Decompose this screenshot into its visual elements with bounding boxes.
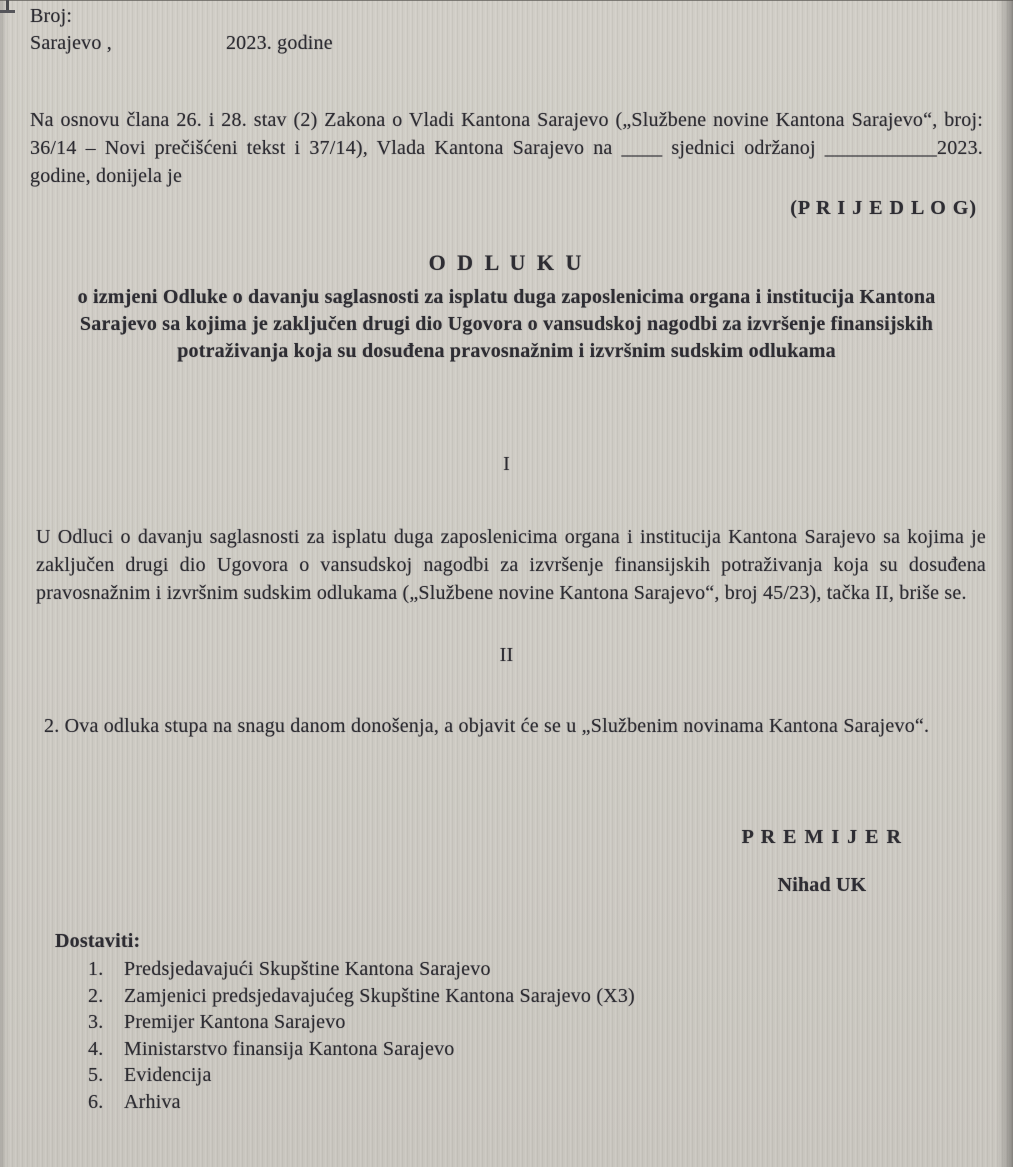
cursor-mark (0, 0, 16, 14)
date-text: 2023. godine (225, 32, 333, 54)
section-1-marker: I (503, 453, 510, 475)
decision-title: O D L U K U (428, 250, 585, 275)
bottom-rule-line (0, 0, 1013, 1)
page-right-edge-shadow (997, 0, 1013, 1167)
proposal-label: (P R I J E D L O G) (790, 197, 977, 219)
document-header (30, 3, 973, 57)
distribution-item: Zamjenici predsjedavajućeg Skupštine Kantona Sarajevo (X3) (124, 984, 635, 1007)
signature-name: Nihad UK (777, 874, 867, 896)
page-left-edge-shadow (0, 0, 7, 1167)
document-number-line (30, 3, 973, 30)
distribution-item: Evidencija (124, 1064, 212, 1086)
distribution-item: Arhiva (124, 1090, 181, 1113)
section-2-paragraph: 2. Ova odluka stupa na snagu danom donošenja, a objavit će se u „Službenim novinama Kantona Sarajevo“. (44, 715, 930, 737)
distribution-item: Premijer Kantona Sarajevo (124, 1011, 346, 1033)
preamble-paragraph: Na osnovu člana 26. i 28. stav (2) Zakona o Vladi Kantona Sarajevo („Službene novine Kantona Sarajevo“, broj: 36/14 – Novi prečišćeni tekst i 37/14), Vlada Kantona Sarajevo na ____ sjednici održanoj ___________2023. godine, donijela je (30, 109, 983, 187)
distribution-item: Predsjedavajući Skupštine Kantona Sarajevo (124, 958, 491, 980)
signature-block (630, 826, 1013, 897)
section-2-marker: II (499, 644, 514, 666)
cursor-mark-foot (0, 10, 15, 13)
distribution-label: Dostaviti: (55, 930, 141, 952)
distribution-item: Ministarstvo finansija Kantona Sarajevo (124, 1037, 455, 1060)
signature-role: P R E M I J E R (741, 826, 903, 848)
place-date-line (30, 30, 973, 57)
place-text: Sarajevo , (30, 32, 112, 54)
decision-subtitle: o izmjeni Odluke o davanju saglasnosti za isplatu duga zaposlenicima organa i institucija Kantona Sarajevo sa kojima je zaključen drugi dio Ugovora o vansudskoj nagodbi za izvršenje finansijskih potraživanja koja su dosuđena pravosnažnim i izvršnim sudskim odlukama (77, 286, 936, 362)
distribution-list (88, 956, 788, 1115)
number-label: Broj: (30, 5, 73, 27)
section-1-paragraph: U Odluci o davanju saglasnosti za isplatu duga zaposlenicima organa i institucija Kantona Sarajevo sa kojima je zaključen drugi dio Ugovora o vansudskoj nagodbi za izvršenje finansijskih potraživanja koja su dosuđena pravosnažnim i izvršnim sudskim odlukama („Službene novine Kantona Sarajevo“, broj 45/23), tačka II, briše se. (36, 526, 986, 604)
